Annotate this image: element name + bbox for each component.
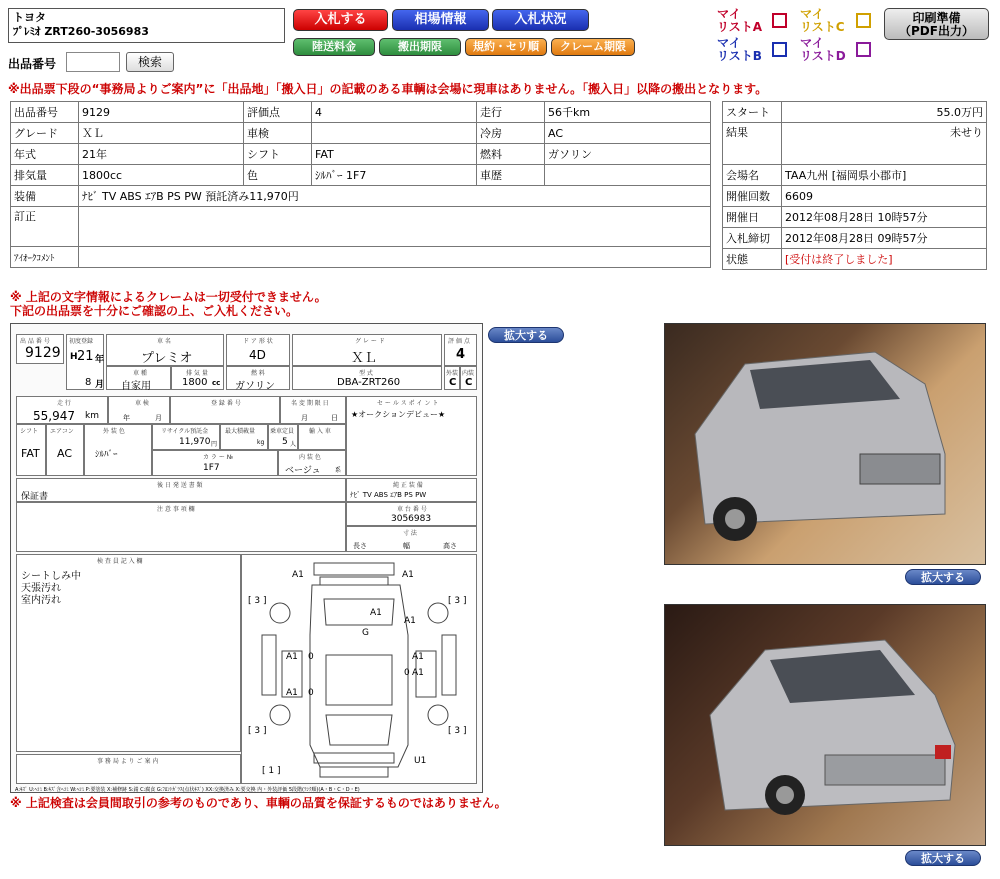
rear-photo-zoom-button[interactable]: 拡大する <box>905 850 981 866</box>
mylist-c-label: マイ リストC <box>800 7 845 34</box>
displacement-value: 1800cc <box>79 165 244 186</box>
grade-value: ＸＬ <box>79 123 244 144</box>
svg-text:A1: A1 <box>404 616 416 626</box>
vehicle-model: ﾌﾟﾚﾐｵ ZRT260-3056983 <box>13 25 149 38</box>
svg-text:A1: A1 <box>286 688 298 698</box>
sheet-car-name: プレミオ <box>141 351 193 366</box>
important-notice: ※出品票下段の“事務局よりご案内”に「出品地」「搬入日」の記載のある車輌は会場に現車はありません。「搬入日」以降の搬出となります。 <box>8 82 768 96</box>
status-value: [受付は終了しました] <box>782 249 987 270</box>
color-header: 色 <box>244 165 312 186</box>
svg-text:[ 3 ]: [ 3 ] <box>248 596 267 606</box>
venue-value: TAA九州 [福岡県小郡市] <box>782 165 987 186</box>
svg-text:[ 3 ]: [ 3 ] <box>448 596 467 606</box>
svg-text:0: 0 <box>404 668 410 678</box>
inspection-header: 車検 <box>244 123 312 144</box>
sheet-year: 21 <box>77 349 94 364</box>
displacement-header: 排気量 <box>11 165 79 186</box>
correction-value <box>79 207 711 247</box>
comment-value <box>79 247 711 268</box>
svg-text:A1: A1 <box>412 652 424 662</box>
car-outline-icon <box>242 555 476 783</box>
svg-text:0: 0 <box>308 652 314 662</box>
status-header: 状態 <box>723 249 782 270</box>
shift-header: シフト <box>244 144 312 165</box>
svg-text:A1: A1 <box>292 570 304 580</box>
svg-text:A1: A1 <box>370 608 382 618</box>
vehicle-title-box <box>8 8 285 43</box>
lot-number-input[interactable] <box>66 52 120 72</box>
mylist-c-checkbox[interactable] <box>856 13 871 28</box>
result-header: 結果 <box>723 123 782 165</box>
fuel-header: 燃料 <box>477 144 545 165</box>
year-value: 21年 <box>79 144 244 165</box>
sheet-vin: 3056983 <box>391 514 432 524</box>
svg-text:0: 0 <box>308 688 314 698</box>
inspection-value <box>312 123 477 144</box>
bid-status-button[interactable]: 入札状況 <box>492 9 589 31</box>
result-value: 未せり <box>782 123 987 165</box>
mileage-value: 56千km <box>545 102 711 123</box>
lot-no-value: 9129 <box>79 102 244 123</box>
sheet-zoom-button[interactable]: 拡大する <box>488 327 564 343</box>
print-pdf-button[interactable]: 印刷準備 （PDF出力） <box>884 8 989 40</box>
bid-button[interactable]: 入札する <box>293 9 388 31</box>
equipment-value: ﾅﾋﾞ TV ABS ｴｱB PS PW 預託済み11,970円 <box>79 186 711 207</box>
deadline-header: 入札締切 <box>723 228 782 249</box>
equipment-header: 装備 <box>11 186 79 207</box>
mylist-b-label: マイ リストB <box>717 36 762 63</box>
sheet-lot: 9129 <box>25 345 61 361</box>
svg-text:[ 3 ]: [ 3 ] <box>248 726 267 736</box>
mileage-header: 走行 <box>477 102 545 123</box>
grade-header: グレード <box>11 123 79 144</box>
auction-status-table <box>722 101 987 270</box>
car-rear-image-icon <box>665 605 986 846</box>
svg-text:A1: A1 <box>286 652 298 662</box>
venue-header: 会場名 <box>723 165 782 186</box>
claim-note: ※ 上記の文字情報によるクレームは一切受付できません。 下記の出品票を十分にご確認の上、ご入札ください。 <box>10 290 327 318</box>
score-value: 4 <box>312 102 477 123</box>
auction-sheet: 出 品 番 号 9129 初度登録 H 21 年 8 月 車 名 プレミオ ド ア 形 状 4D グ レ ー ド ＸＬ 評 価 点 4 車 種 自家用 排 気 量 1800 cc 燃 料 ガソリン 型 式 DBA-ZRT260 外装 C 内装 C 走 行 55,947 km 車 検 年 月 登 録 番 号 名 変 期 限 日 月 日 セ ー ル ス ポ イ ン ト ★オークションデビュー★ シフト FAT エアコン AC 外 装 色 ｼﾙﾊﾞｰ リサイクル預託金 11,970 円 最大積載量 kg 乗車定員 5 人 輸 入 車 カ ラ ー № 1F7 内 装 色 ベージュ 系 後 日 発 送 書 類 保証書 純 正 装 備 ﾅﾋﾞ TV ABS ｴｱB PS PW 注 意 事 項 欄 車 台 番 号 3056983 寸 法 長さ 幅 高さ 検 査 員 記 入 欄 シートしみ中 天張汚れ 室内汚れ 事 務 局 よ り ご 案 内 A1 A1 [ 3 ] [ 3 ] A1 A1 G A1 0 A1 0 A1 A1 0 [ 3 ] [ 3 ] [ 1 ] U1 A:ｷｽﾞ U:ﾍｺﾐ B:ｷｽﾞ含ﾍｺﾐ W:ﾍｺﾐ P:要塗装 X:補修跡 S:錆 C:腐食 G:ﾌﾛﾝﾄｶﾞﾗｽ(点状ｷｽﾞ) XX:交換済み X:要交換 内・外装評価 5段階(ﾗﾝｸ順)(A・B・C・D・E) <box>10 323 483 793</box>
score-header: 評価点 <box>244 102 312 123</box>
ac-header: 冷房 <box>477 123 545 144</box>
sheet-mileage: 55,947 <box>33 409 75 423</box>
svg-text:G: G <box>362 628 369 638</box>
year-header: 年式 <box>11 144 79 165</box>
sheet-legend: A:ｷｽﾞ U:ﾍｺﾐ B:ｷｽﾞ含ﾍｺﾐ W:ﾍｺﾐ P:要塗装 X:補修跡 S:錆 C:腐食 G:ﾌﾛﾝﾄｶﾞﾗｽ(点状ｷｽﾞ) XX:交換済み X:要交換 内・外装評価 5段階(ﾗﾝｸ順)(A・B・C・D・E) <box>15 787 360 793</box>
sheet-sales-point: ★オークションデビュー★ <box>351 410 446 419</box>
svg-text:U1: U1 <box>414 756 427 766</box>
correction-header: 訂正 <box>11 207 79 247</box>
disclaimer-note: ※ 上記検査は会員間取引の参考のものであり、車輌の品質を保証するものではありません。 <box>10 796 507 810</box>
date-value: 2012年08月28日 10時57分 <box>782 207 987 228</box>
rules-button[interactable]: 規約・セリ順 <box>465 38 547 56</box>
color-value: ｼﾙﾊﾞｰ 1F7 <box>312 165 477 186</box>
fuel-value: ガソリン <box>545 144 711 165</box>
svg-text:A1: A1 <box>402 570 414 580</box>
start-header: スタート <box>723 102 782 123</box>
car-front-image-icon <box>665 324 986 565</box>
removal-deadline-button[interactable]: 搬出期限 <box>379 38 461 56</box>
mylist-a-label: マイ リストA <box>717 7 763 34</box>
round-header: 開催回数 <box>723 186 782 207</box>
sheet-score: 4 <box>456 347 466 362</box>
mylist-b-checkbox[interactable] <box>772 42 787 57</box>
vehicle-maker: トヨタ <box>13 11 46 24</box>
history-value <box>545 165 711 186</box>
market-info-button[interactable]: 相場情報 <box>392 9 489 31</box>
svg-text:A1: A1 <box>412 668 424 678</box>
svg-text:[ 1 ]: [ 1 ] <box>262 766 281 776</box>
transport-fee-button[interactable]: 陸送料金 <box>293 38 375 56</box>
car-rear-photo[interactable] <box>664 604 986 846</box>
lot-no-header: 出品番号 <box>11 102 79 123</box>
front-photo-zoom-button[interactable]: 拡大する <box>905 569 981 585</box>
comment-header: ｱｲｵｰｸｺﾒﾝﾄ <box>11 247 79 268</box>
mylist-d-checkbox[interactable] <box>856 42 871 57</box>
svg-text:[ 3 ]: [ 3 ] <box>448 726 467 736</box>
deadline-value: 2012年08月28日 09時57分 <box>782 228 987 249</box>
car-front-photo[interactable] <box>664 323 986 565</box>
vehicle-info-table <box>10 101 711 268</box>
lot-number-label: 出品番号 <box>8 57 57 71</box>
date-header: 開催日 <box>723 207 782 228</box>
mylist-d-label: マイ リストD <box>800 36 846 63</box>
shift-value: FAT <box>312 144 477 165</box>
search-button[interactable]: 検索 <box>126 52 174 72</box>
ac-value: AC <box>545 123 711 144</box>
history-header: 車歴 <box>477 165 545 186</box>
mylist-a-checkbox[interactable] <box>772 13 787 28</box>
start-price: 55.0万円 <box>782 102 987 123</box>
claim-deadline-button[interactable]: クレーム期限 <box>551 38 635 56</box>
round-value: 6609 <box>782 186 987 207</box>
car-damage-diagram <box>241 554 477 784</box>
